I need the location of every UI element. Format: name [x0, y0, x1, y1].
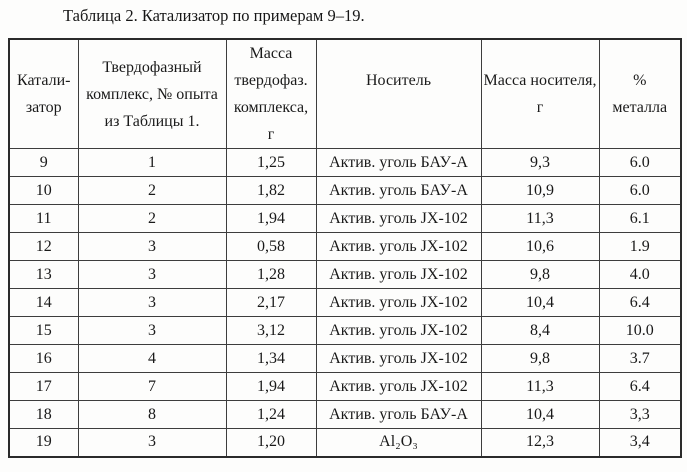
table-cell-metal-percent: 6.0: [599, 177, 681, 205]
table-cell-catalyst: 15: [9, 317, 78, 345]
table-cell-metal-percent: 6.0: [599, 149, 681, 177]
table-row: [9, 345, 681, 373]
table-cell-catalyst: 13: [9, 261, 78, 289]
table-cell-complex-mass: 1,28: [226, 261, 316, 289]
column-header-carrier-mass: [481, 39, 599, 149]
table-cell-carrier: Актив. уголь JX-102: [316, 205, 481, 233]
table-cell-solid-phase-complex: 3: [78, 233, 226, 261]
column-header-carrier: [316, 39, 481, 149]
table-cell-catalyst: 19: [9, 429, 78, 457]
column-header-line: Масса носителя,: [483, 72, 597, 89]
table-body: [9, 149, 681, 457]
table-cell-carrier-mass: 10,4: [481, 401, 599, 429]
table-cell-carrier-mass: 10,4: [481, 289, 599, 317]
table-cell-catalyst: 18: [9, 401, 78, 429]
table-row: [9, 177, 681, 205]
table-cell-carrier: Актив. уголь БАУ-А: [316, 177, 481, 205]
table-cell-carrier-mass: 11,3: [481, 205, 599, 233]
table-cell-complex-mass: 1,20: [226, 429, 316, 457]
table-cell-complex-mass: 0,58: [226, 233, 316, 261]
table-header: [9, 39, 681, 149]
table-row: [9, 205, 681, 233]
column-header-line: Носитель: [366, 71, 431, 89]
column-header-line: г: [536, 99, 544, 116]
table-row: [9, 289, 681, 317]
table-cell-catalyst: 16: [9, 345, 78, 373]
table-cell-carrier: Актив. уголь БАУ-А: [316, 149, 481, 177]
table-row: [9, 429, 681, 457]
table-cell-catalyst: 17: [9, 373, 78, 401]
header-row: [9, 39, 681, 149]
table-cell-metal-percent: 6.4: [599, 289, 681, 317]
column-header-catalyst: [9, 39, 78, 149]
table-cell-complex-mass: 1,25: [226, 149, 316, 177]
table-cell-solid-phase-complex: 1: [78, 149, 226, 177]
table-cell-carrier: Актив. уголь JX-102: [316, 261, 481, 289]
table-row: [9, 317, 681, 345]
table-cell-carrier-mass: 10,6: [481, 233, 599, 261]
table-cell-solid-phase-complex: 2: [78, 205, 226, 233]
table-cell-carrier-mass: 11,3: [481, 373, 599, 401]
table-cell-catalyst: 12: [9, 233, 78, 261]
table-cell-carrier-mass: 9,3: [481, 149, 599, 177]
table-cell-complex-mass: 1,24: [226, 401, 316, 429]
column-header-line: Масса: [249, 45, 293, 62]
table-cell-carrier: Al₂O₃: [316, 429, 481, 457]
table-cell-metal-percent: 10.0: [599, 317, 681, 345]
column-header-line: из Таблицы 1.: [104, 112, 200, 130]
table-cell-complex-mass: 1,94: [226, 373, 316, 401]
column-header-line: г: [267, 126, 275, 143]
table-cell-complex-mass: 2,17: [226, 289, 316, 317]
column-header-line: затор: [25, 99, 62, 116]
table-cell-carrier: Актив. уголь JX-102: [316, 373, 481, 401]
table-cell-catalyst: 11: [9, 205, 78, 233]
column-header-solid-phase-complex: [78, 39, 226, 149]
table-cell-solid-phase-complex: 3: [78, 261, 226, 289]
table-cell-carrier: Актив. уголь JX-102: [316, 233, 481, 261]
table-cell-carrier-mass: 9,8: [481, 261, 599, 289]
table-cell-metal-percent: 6.4: [599, 373, 681, 401]
table-cell-complex-mass: 1,82: [226, 177, 316, 205]
table-row: [9, 261, 681, 289]
table-cell-solid-phase-complex: 4: [78, 345, 226, 373]
table-cell-catalyst: 9: [9, 149, 78, 177]
catalyst-table: [8, 38, 682, 458]
table-cell-carrier-mass: 12,3: [481, 429, 599, 457]
table-cell-carrier-mass: 10,9: [481, 177, 599, 205]
table-row: [9, 373, 681, 401]
column-header-complex-mass: [226, 39, 316, 149]
table-cell-solid-phase-complex: 3: [78, 429, 226, 457]
table-cell-metal-percent: 6.1: [599, 205, 681, 233]
table-cell-metal-percent: 1.9: [599, 233, 681, 261]
table-cell-metal-percent: 3.7: [599, 345, 681, 373]
table-cell-solid-phase-complex: 2: [78, 177, 226, 205]
table-cell-metal-percent: 3,3: [599, 401, 681, 429]
table-row: [9, 401, 681, 429]
table-cell-carrier-mass: 9,8: [481, 345, 599, 373]
table-cell-catalyst: 10: [9, 177, 78, 205]
table-cell-complex-mass: 1,34: [226, 345, 316, 373]
table-cell-metal-percent: 4.0: [599, 261, 681, 289]
table-cell-carrier: Актив. уголь JX-102: [316, 345, 481, 373]
column-header-line: твердофаз.: [234, 72, 308, 89]
table-caption: Таблица 2. Катализатор по примерам 9–19.: [63, 6, 365, 25]
table-cell-complex-mass: 1,94: [226, 205, 316, 233]
table-row: [9, 233, 681, 261]
column-header-line: Катали-: [17, 72, 71, 89]
table-cell-catalyst: 14: [9, 289, 78, 317]
table-cell-carrier-mass: 8,4: [481, 317, 599, 345]
table-cell-carrier: Актив. уголь БАУ-А: [316, 401, 481, 429]
column-header-line: комплекс, № опыта: [86, 85, 218, 103]
table-cell-carrier: Актив. уголь JX-102: [316, 289, 481, 317]
column-header-line: комплекса,: [233, 99, 309, 116]
table-cell-solid-phase-complex: 3: [78, 317, 226, 345]
table-cell-carrier: Актив. уголь JX-102: [316, 317, 481, 345]
table-cell-solid-phase-complex: 7: [78, 373, 226, 401]
table-row: [9, 149, 681, 177]
column-header-line: %: [633, 72, 647, 89]
column-header-line: Твердофазный: [102, 58, 202, 76]
table-cell-complex-mass: 3,12: [226, 317, 316, 345]
column-header-line: металла: [612, 99, 668, 116]
table-cell-solid-phase-complex: 3: [78, 289, 226, 317]
table-cell-metal-percent: 3,4: [599, 429, 681, 457]
table-cell-solid-phase-complex: 8: [78, 401, 226, 429]
column-header-metal-percent: [599, 39, 681, 149]
